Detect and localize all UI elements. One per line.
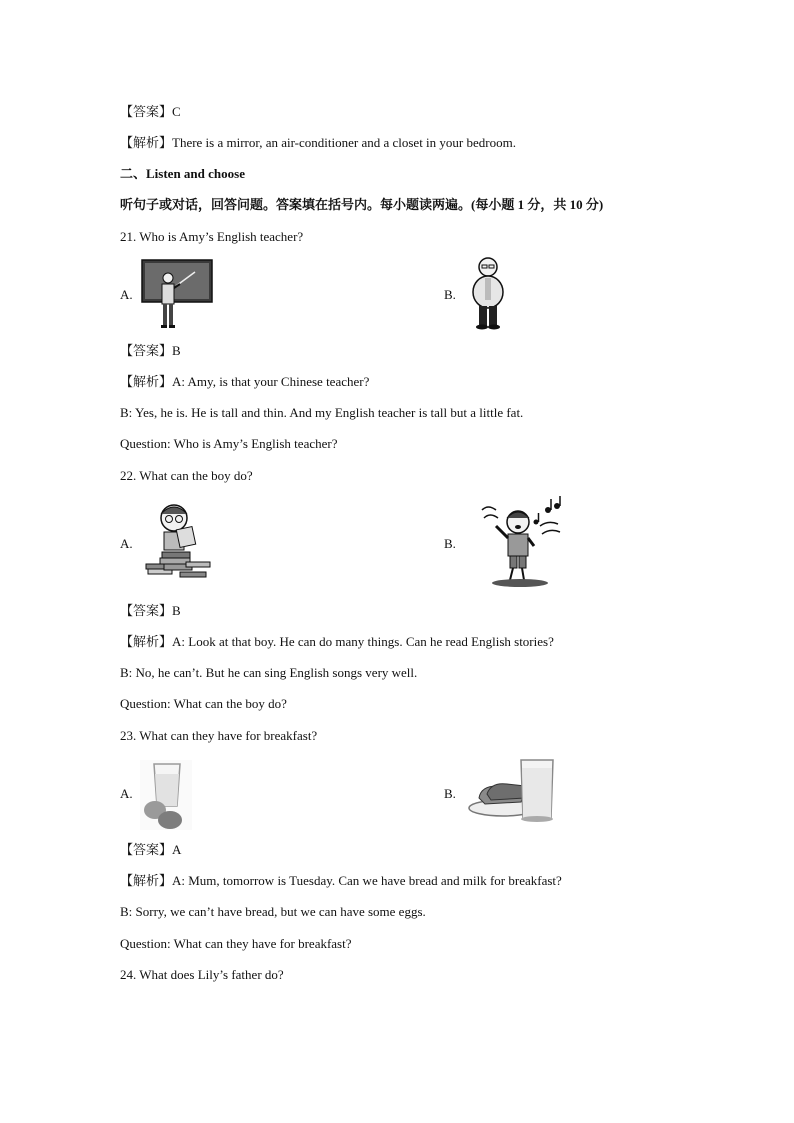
boy-singing-icon [474, 496, 566, 588]
analysis-line: B: Yes, he is. He is tall and thin. And my English teacher is tall but a little fat. [120, 405, 524, 420]
analysis-line: Question: Who is Amy’s English teacher? [120, 436, 338, 451]
analysis-line: B: Sorry, we can’t have bread, but we can have some eggs. [120, 904, 426, 919]
option-a-label: A. [120, 536, 133, 551]
option-b-label: B. [444, 536, 456, 551]
option-a-label: A. [120, 786, 133, 801]
option-b-label: B. [444, 786, 456, 801]
milk-and-eggs-icon [140, 760, 192, 830]
thin-teacher-at-blackboard-icon [140, 258, 214, 330]
question-stem: 23. What can they have for breakfast? [120, 728, 318, 743]
answer-line: 【答案】A [120, 842, 182, 857]
question-stem: 21. Who is Amy’s English teacher? [120, 229, 304, 244]
analysis-line: 【解析】A: Look at that boy. He can do many things. Can he read English stories? [120, 634, 554, 649]
analysis-line: 【解析】There is a mirror, an air-conditioner and a closet in your bedroom. [120, 135, 516, 150]
analysis-line: 【解析】A: Mum, tomorrow is Tuesday. Can we have bread and milk for breakfast? [120, 873, 562, 888]
analysis-line: Question: What can the boy do? [120, 696, 287, 711]
section-instructions: 听句子或对话，回答问题。答案填在括号内。每小题读两遍。(每小题 1 分，共 10 分) [120, 197, 604, 212]
analysis-line: Question: What can they have for breakfast? [120, 936, 352, 951]
analysis-line: 【解析】A: Amy, is that your Chinese teacher? [120, 374, 370, 389]
fat-teacher-icon [468, 256, 508, 330]
answer-line: 【答案】B [120, 603, 181, 618]
question-stem: 24. What does Lily’s father do? [120, 967, 284, 982]
section-heading: 二、Listen and choose [120, 166, 245, 181]
question-stem: 22. What can the boy do? [120, 468, 253, 483]
option-b-label: B. [444, 287, 456, 302]
boy-reading-books-icon [142, 502, 214, 584]
option-a-label: A. [120, 287, 133, 302]
answer-line: 【答案】C [120, 104, 181, 119]
analysis-line: B: No, he can’t. But he can sing English songs very well. [120, 665, 418, 680]
answer-line: 【答案】B [120, 343, 181, 358]
bread-and-milk-icon [467, 756, 565, 824]
